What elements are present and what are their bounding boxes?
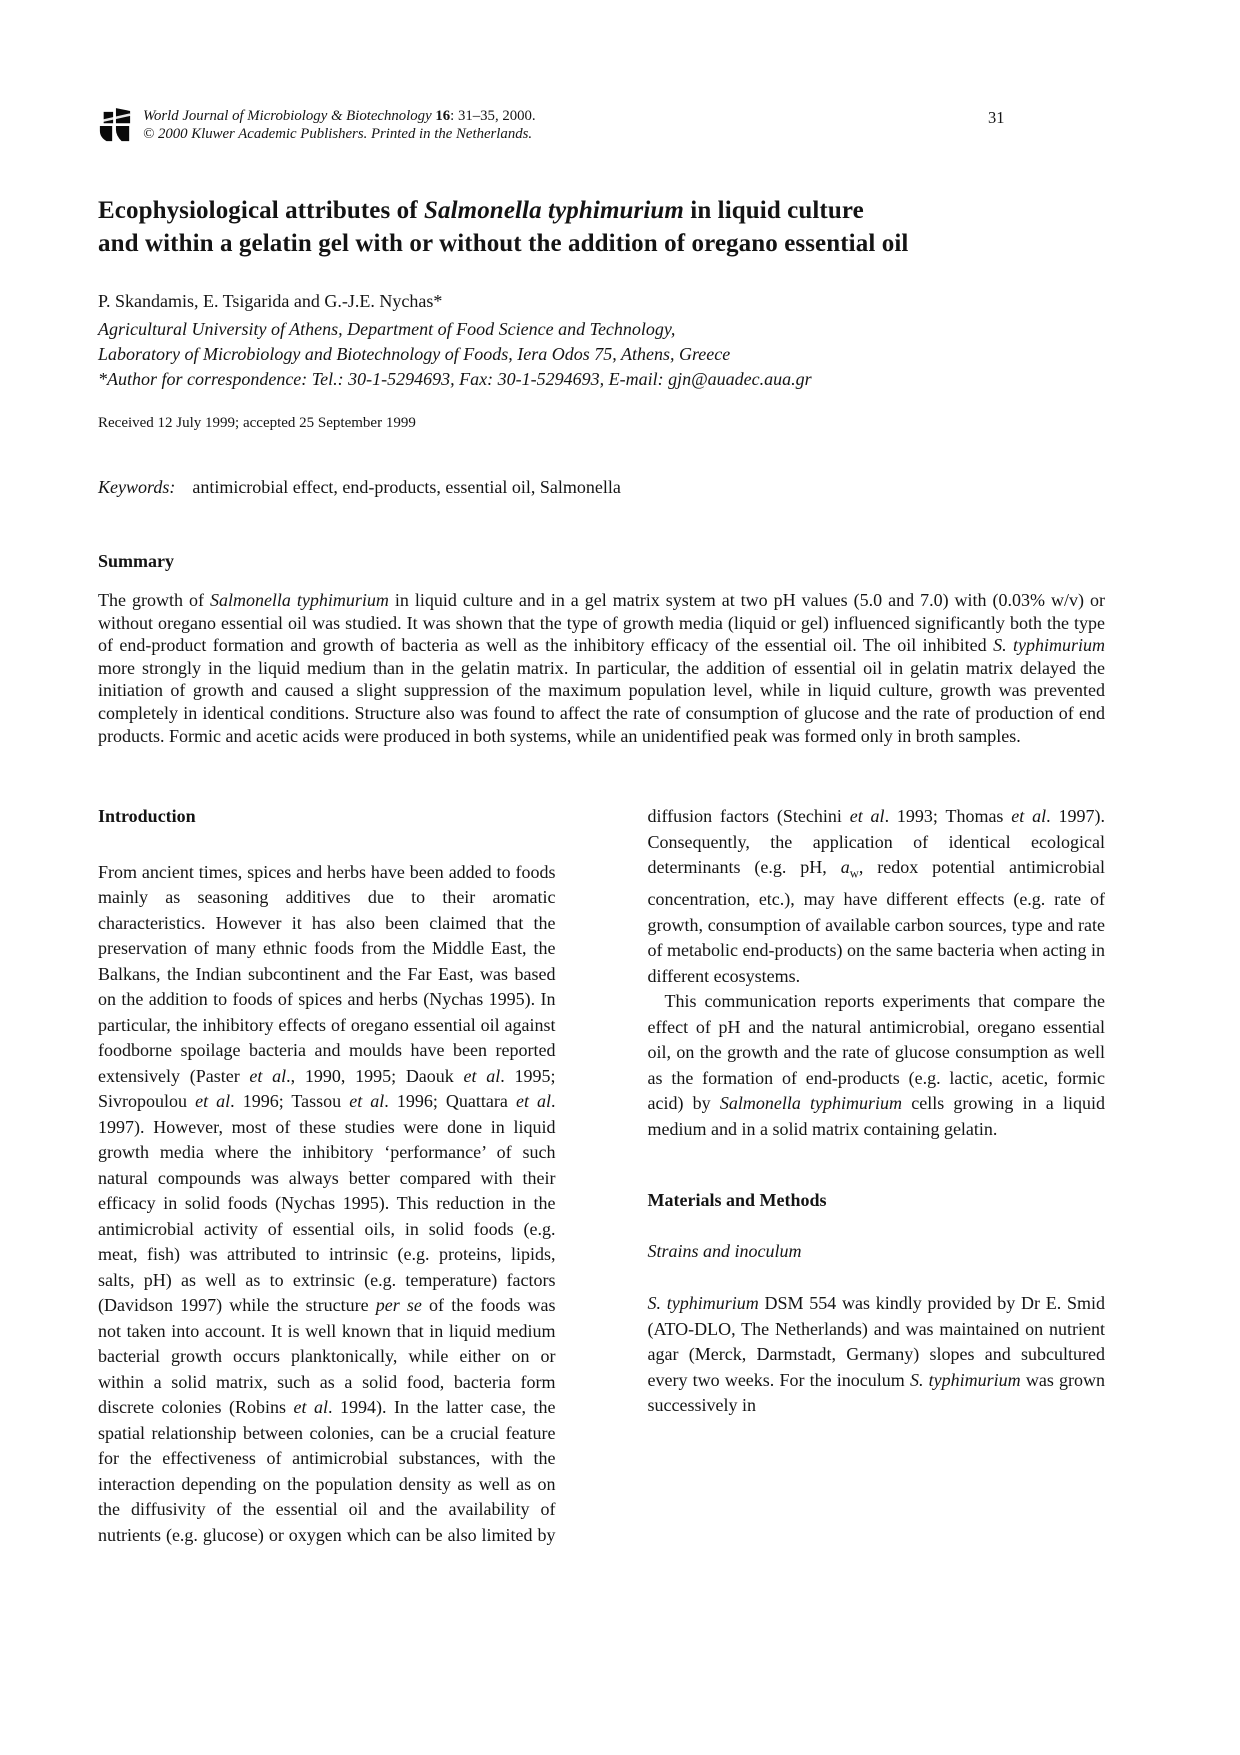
page-number: 31 [988,108,1005,127]
summary-heading: Summary [98,551,174,571]
introduction-paragraph-1: From ancient times, spices and herbs have been added to foods mainly as seasoning additives due to their aromatic characteristics. However it has also been claimed that the preservation of many ethnic foods from the Middle East, the Balkans, the Indian subcontinent and the Far East, was based on the addition to foods of spices and herbs (Nychas 1995). In particular, the inhibitory effects of oregano essential oil against foodborne spoilage bacteria and moulds have been reported extensively (Paster et al., 1990, 1995; Daouk et al. 1995; Sivropoulou et al. 1996; Tassou et al. 1996; Quattara et al. 1997). However, most of these studies were done in liquid growth media where the inhibitory ‘performance’ of such natural compounds was always better compared with their efficacy in solid foods (Nychas 1995). This reduction in the antimicrobial activity of essential oils, in solid foods (e.g. meat, fish) was attributed to intrinsic (e.g. proteins, lipids, salts, pH) as well as to extrinsic (e.g. temperature) factors (Davidson 1997) while the structure per se of the foods was not taken into account. It is well known that in liquid medium bacterial growth occurs planktonically, while either on or within a solid matrix, such as a solid food, bacteria form discrete colonies (Robins et al. 1994). In the latter case, the spatial relationship between colonies, can be a crucial feature for the effectiveness of antimicrobial substances, with the interaction depending on the population density as well as on the diffusivity of the essential oil and the availability of nutrients (e.g. glucose) or oxygen which can be also limited by diffusion factors (Stechini et al. 1993; Thomas et al. 1997). Consequently, the application of identical ecological determinants (e.g. pH, $a_w$, redox potential antimicrobial concentration, etc.), may have different effects (e.g. rate of growth, consumption of available carbon sources, type and rate of metabolic end-products) on the same bacteria when acting in different ecosystems. [98,806,1105,1545]
affiliation-block [98,317,1105,392]
two-column-body [98,804,1105,1556]
journal-citation-line: World Journal of Microbiology & Biotechnology 16: 31–35, 2000. [143,108,536,124]
affiliation-line-1: Agricultural University of Athens, Department of Food Science and Technology, [98,319,676,339]
keywords-row [98,477,1105,498]
introduction-heading: Introduction [98,806,196,827]
summary-paragraph: The growth of Salmonella typhimurium in liquid culture and in a gel matrix system at two pH values (5.0 and 7.0) with (0.03% w/v) or without oregano essential oil was studied. It was shown that the type of growth media (liquid or gel) influenced significantly both the type of end-product formation and growth of bacteria as well as the inhibitory efficacy of the essential oil. The oil inhibited S. typhimurium more strongly in the liquid medium than in the gelatin matrix. In particular, the addition of essential oil in gelatin matrix delayed the initiation of growth and caused a slight suppression of the maximum population level, while in liquid culture, growth was prevented completely in identical conditions. Structure also was found to affect the rate of consumption of glucose and the rate of production of end products. Formic and acetic acids were produced in both systems, while an unidentified peak was formed only in broth samples. [98,590,1105,746]
introduction-paragraph-2: This communication reports experiments that compare the effect of pH and the natural antimicrobial, oregano essential oil, on the growth and the rate of glucose consumption as well as the formation of end-products (e.g. lactic, acetic, formic acid) by Salmonella typhimurium cells growing in a liquid medium and in a solid matrix containing gelatin. [647,991,1105,1139]
journal-header [98,106,1105,147]
authors-line: P. Skandamis, E. Tsigarida and G.-J.E. Nychas* [98,291,443,311]
copyright-line: © 2000 Kluwer Academic Publishers. Printed in the Netherlands. [143,125,533,142]
journal-header-text [143,106,536,143]
keywords-label: Keywords: [98,477,176,497]
materials-methods-heading: Materials and Methods [647,1190,827,1211]
article-title: Ecophysiological attributes of Salmonella typhimurium in liquid culture and within a gelatin gel with or without the addition of oregano essential oil [98,197,909,257]
received-line: Received 12 July 1999; accepted 25 September 1999 [98,415,416,431]
keywords-text: antimicrobial effect, end-products, essential oil, Salmonella [192,477,621,497]
strains-paragraph: S. typhimurium DSM 554 was kindly provided by Dr E. Smid (ATO-DLO, The Netherlands) and was maintained on nutrient agar (Merck, Darmstadt, Germany) slopes and subcultured every two weeks. For the inoculum S. typhimurium was grown successively in [647,1293,1105,1416]
kluwer-pinwheel-logo-icon [98,107,132,147]
correspondence-line: *Author for correspondence: Tel.: 30-1-5294693, Fax: 30-1-5294693, E-mail: gjn@auadec.aua.gr [98,369,812,389]
affiliation-line-2: Laboratory of Microbiology and Biotechnology of Foods, Iera Odos 75, Athens, Greece [98,344,731,364]
strains-inoculum-subheading: Strains and inoculum [647,1240,802,1261]
